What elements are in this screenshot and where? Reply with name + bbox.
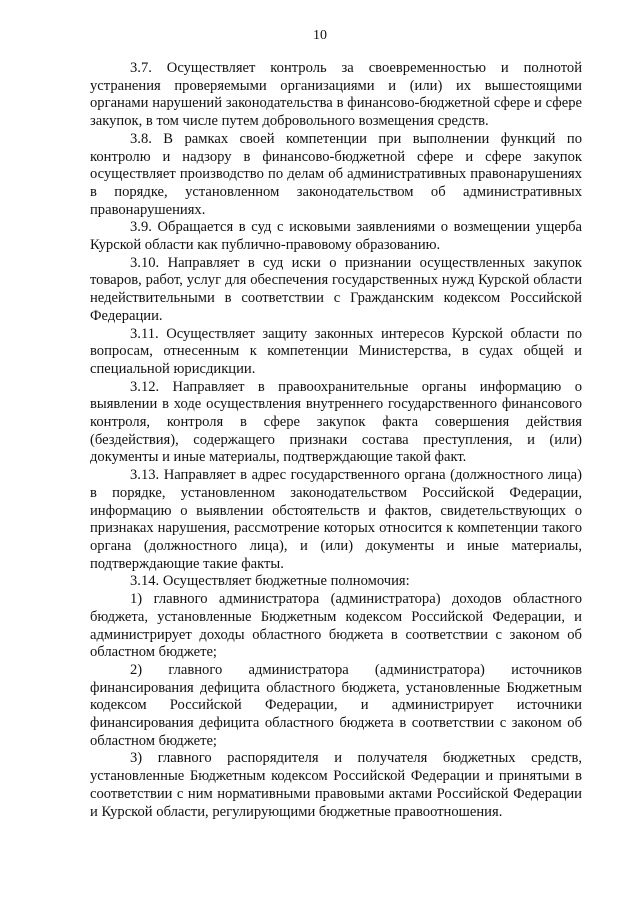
- paragraph-3-14: 3.14. Осуществляет бюджетные полномочия:: [130, 573, 410, 590]
- list-item-3: 3) главного распорядителя и получателя бюджетных средств, установленные Бюджетным кодексом Российской Федерации и принятыми в соответствии с ним нормативными правовыми актами Российской Федерации и Курской области, регулирующими бюджетные правоотношения.: [90, 750, 582, 820]
- document-body: [90, 60, 582, 821]
- paragraph-3-8: 3.8. В рамках своей компетенции при выполнении функций по контролю и надзору в финансово-бюджетной сфере и сфере закупок осуществляет производство по делам об административных правонарушениях в порядке, установленном законодательством об административных правонарушениях.: [90, 130, 582, 218]
- paragraph-3-7: 3.7. Осуществляет контроль за своевременностью и полнотой устранения проверяемыми организациями и (или) их вышестоящими органами нарушений законодательства в финансово-бюджетной сфере и сфере закупок, в том числе путем добровольного возмещения средств.: [90, 60, 582, 130]
- paragraph-3-12: 3.12. Направляет в правоохранительные органы информацию о выявлении в ходе осуществления внутреннего государственного финансового контроля, контроля в сфере закупок факта совершения действия (бездействия), содержащего признаки состава преступления, и (или) документы и иные материалы, подтверждающие такой факт.: [90, 378, 582, 466]
- paragraph-3-9: 3.9. Обращается в суд с исковыми заявлениями о возмещении ущерба Курской области как публично-правовому образованию.: [90, 219, 582, 254]
- page-number: 10: [313, 28, 327, 43]
- paragraph-3-11: 3.11. Осуществляет защиту законных интересов Курской области по вопросам, отнесенным к компетенции Министерства, в судах общей и специальной юрисдикции.: [90, 325, 582, 377]
- paragraph-3-10: 3.10. Направляет в суд иски о признании осуществленных закупок товаров, работ, услуг для обеспечения государственных нужд Курской области недействительными в соответствии с Гражданским кодексом Российской Федерации.: [90, 254, 582, 324]
- paragraph-3-13: 3.13. Направляет в адрес государственного органа (должностного лица) в порядке, установленном законодательством Российской Федерации, информацию о выявлении обстоятельств и фактов, свидетельствующих о признаках нарушения, рассмотрение которых относится к компетенции такого органа (должностного лица), и (или) документы и иные материалы, подтверждающие такие факты.: [90, 467, 582, 572]
- list-item-2: 2) главного администратора (администратора) источников финансирования дефицита областного бюджета, установленные Бюджетным кодексом Российской Федерации, и администрирует источники финансирования дефицита областного бюджета в соответствии с законом об областном бюджете;: [90, 661, 582, 749]
- list-item-1: 1) главного администратора (администратора) доходов областного бюджета, установленные Бюджетным кодексом Российской Федерации, и администрирует доходы областного бюджета в соответствии с законом об областном бюджете;: [90, 591, 582, 661]
